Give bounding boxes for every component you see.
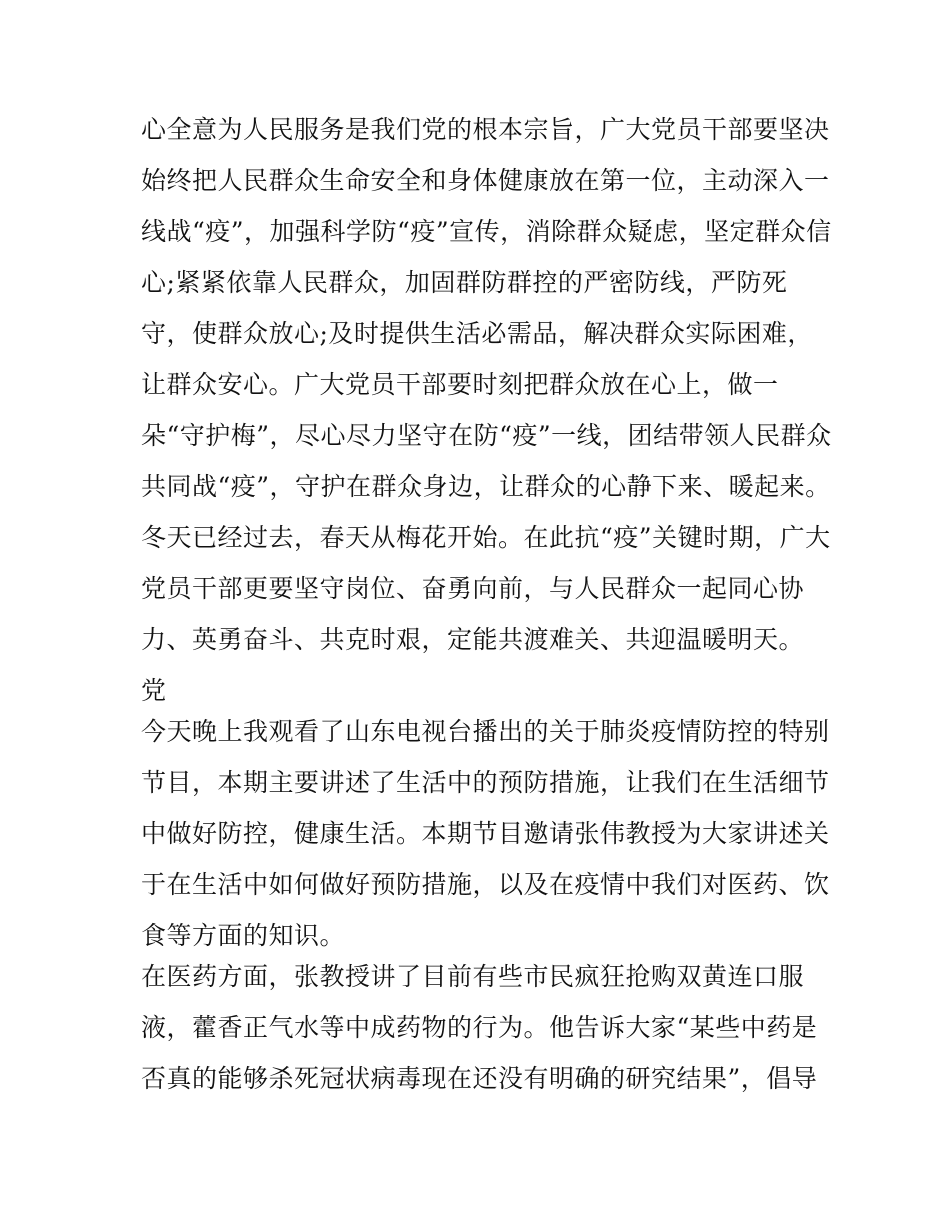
- text-line: 中做好防控，健康生活。本期节目邀请张伟教授为大家讲述关: [141, 819, 830, 848]
- text-line: 今天晚上我观看了山东电视台播出的关于肺炎疫情防控的特别: [141, 717, 830, 746]
- text-line: 共同战“疫”，守护在群众身边，让群众的心静下来、暖起来。: [141, 472, 831, 501]
- text-line: 于在生活中如何做好预防措施，以及在疫情中我们对医药、饮: [141, 870, 830, 899]
- text-line: 心;紧紧依靠人民群众，加固群防群控的严密防线，严防死: [141, 268, 788, 297]
- text-line: 液，藿香正气水等中成药物的行为。他告诉大家“某些中药是: [141, 1013, 818, 1042]
- text-line: 守，使群众放心;及时提供生活必需品，解决群众实际困难，: [141, 319, 813, 348]
- text-line: 党: [141, 676, 167, 705]
- text-line: 始终把人民群众生命安全和身体健康放在第一位，主动深入一: [141, 166, 830, 195]
- text-line: 冬天已经过去，春天从梅花开始。在此抗“疫”关键时期，广大: [141, 523, 831, 552]
- text-line: 心全意为人民服务是我们党的根本宗旨，广大党员干部要坚决: [141, 115, 830, 144]
- text-line: 在医药方面，张教授讲了目前有些市民疯狂抢购双黄连口服: [141, 962, 805, 991]
- text-line: 力、英勇奋斗、共克时艰，定能共渡难关、共迎温暖明天。: [141, 625, 805, 654]
- body-text: [141, 112, 832, 1112]
- text-line: 党员干部更要坚守岗位、奋勇向前，与人民群众一起同心协: [141, 574, 805, 603]
- text-line: 否真的能够杀死冠状病毒现在还没有明确的研究结果”，倡导: [141, 1064, 818, 1093]
- text-line: 让群众安心。广大党员干部要时刻把群众放在心上，做一: [141, 370, 779, 399]
- text-line: 线战“疫”，加强科学防“疫”宣传，消除群众疑虑，坚定群众信: [141, 217, 832, 246]
- text-line: 节目，本期主要讲述了生活中的预防措施，让我们在生活细节: [141, 768, 830, 797]
- text-line: 食等方面的知识。: [141, 921, 346, 950]
- text-line: 朵“守护梅”，尽心尽力坚守在防“疫”一线，团结带领人民群众: [141, 421, 832, 450]
